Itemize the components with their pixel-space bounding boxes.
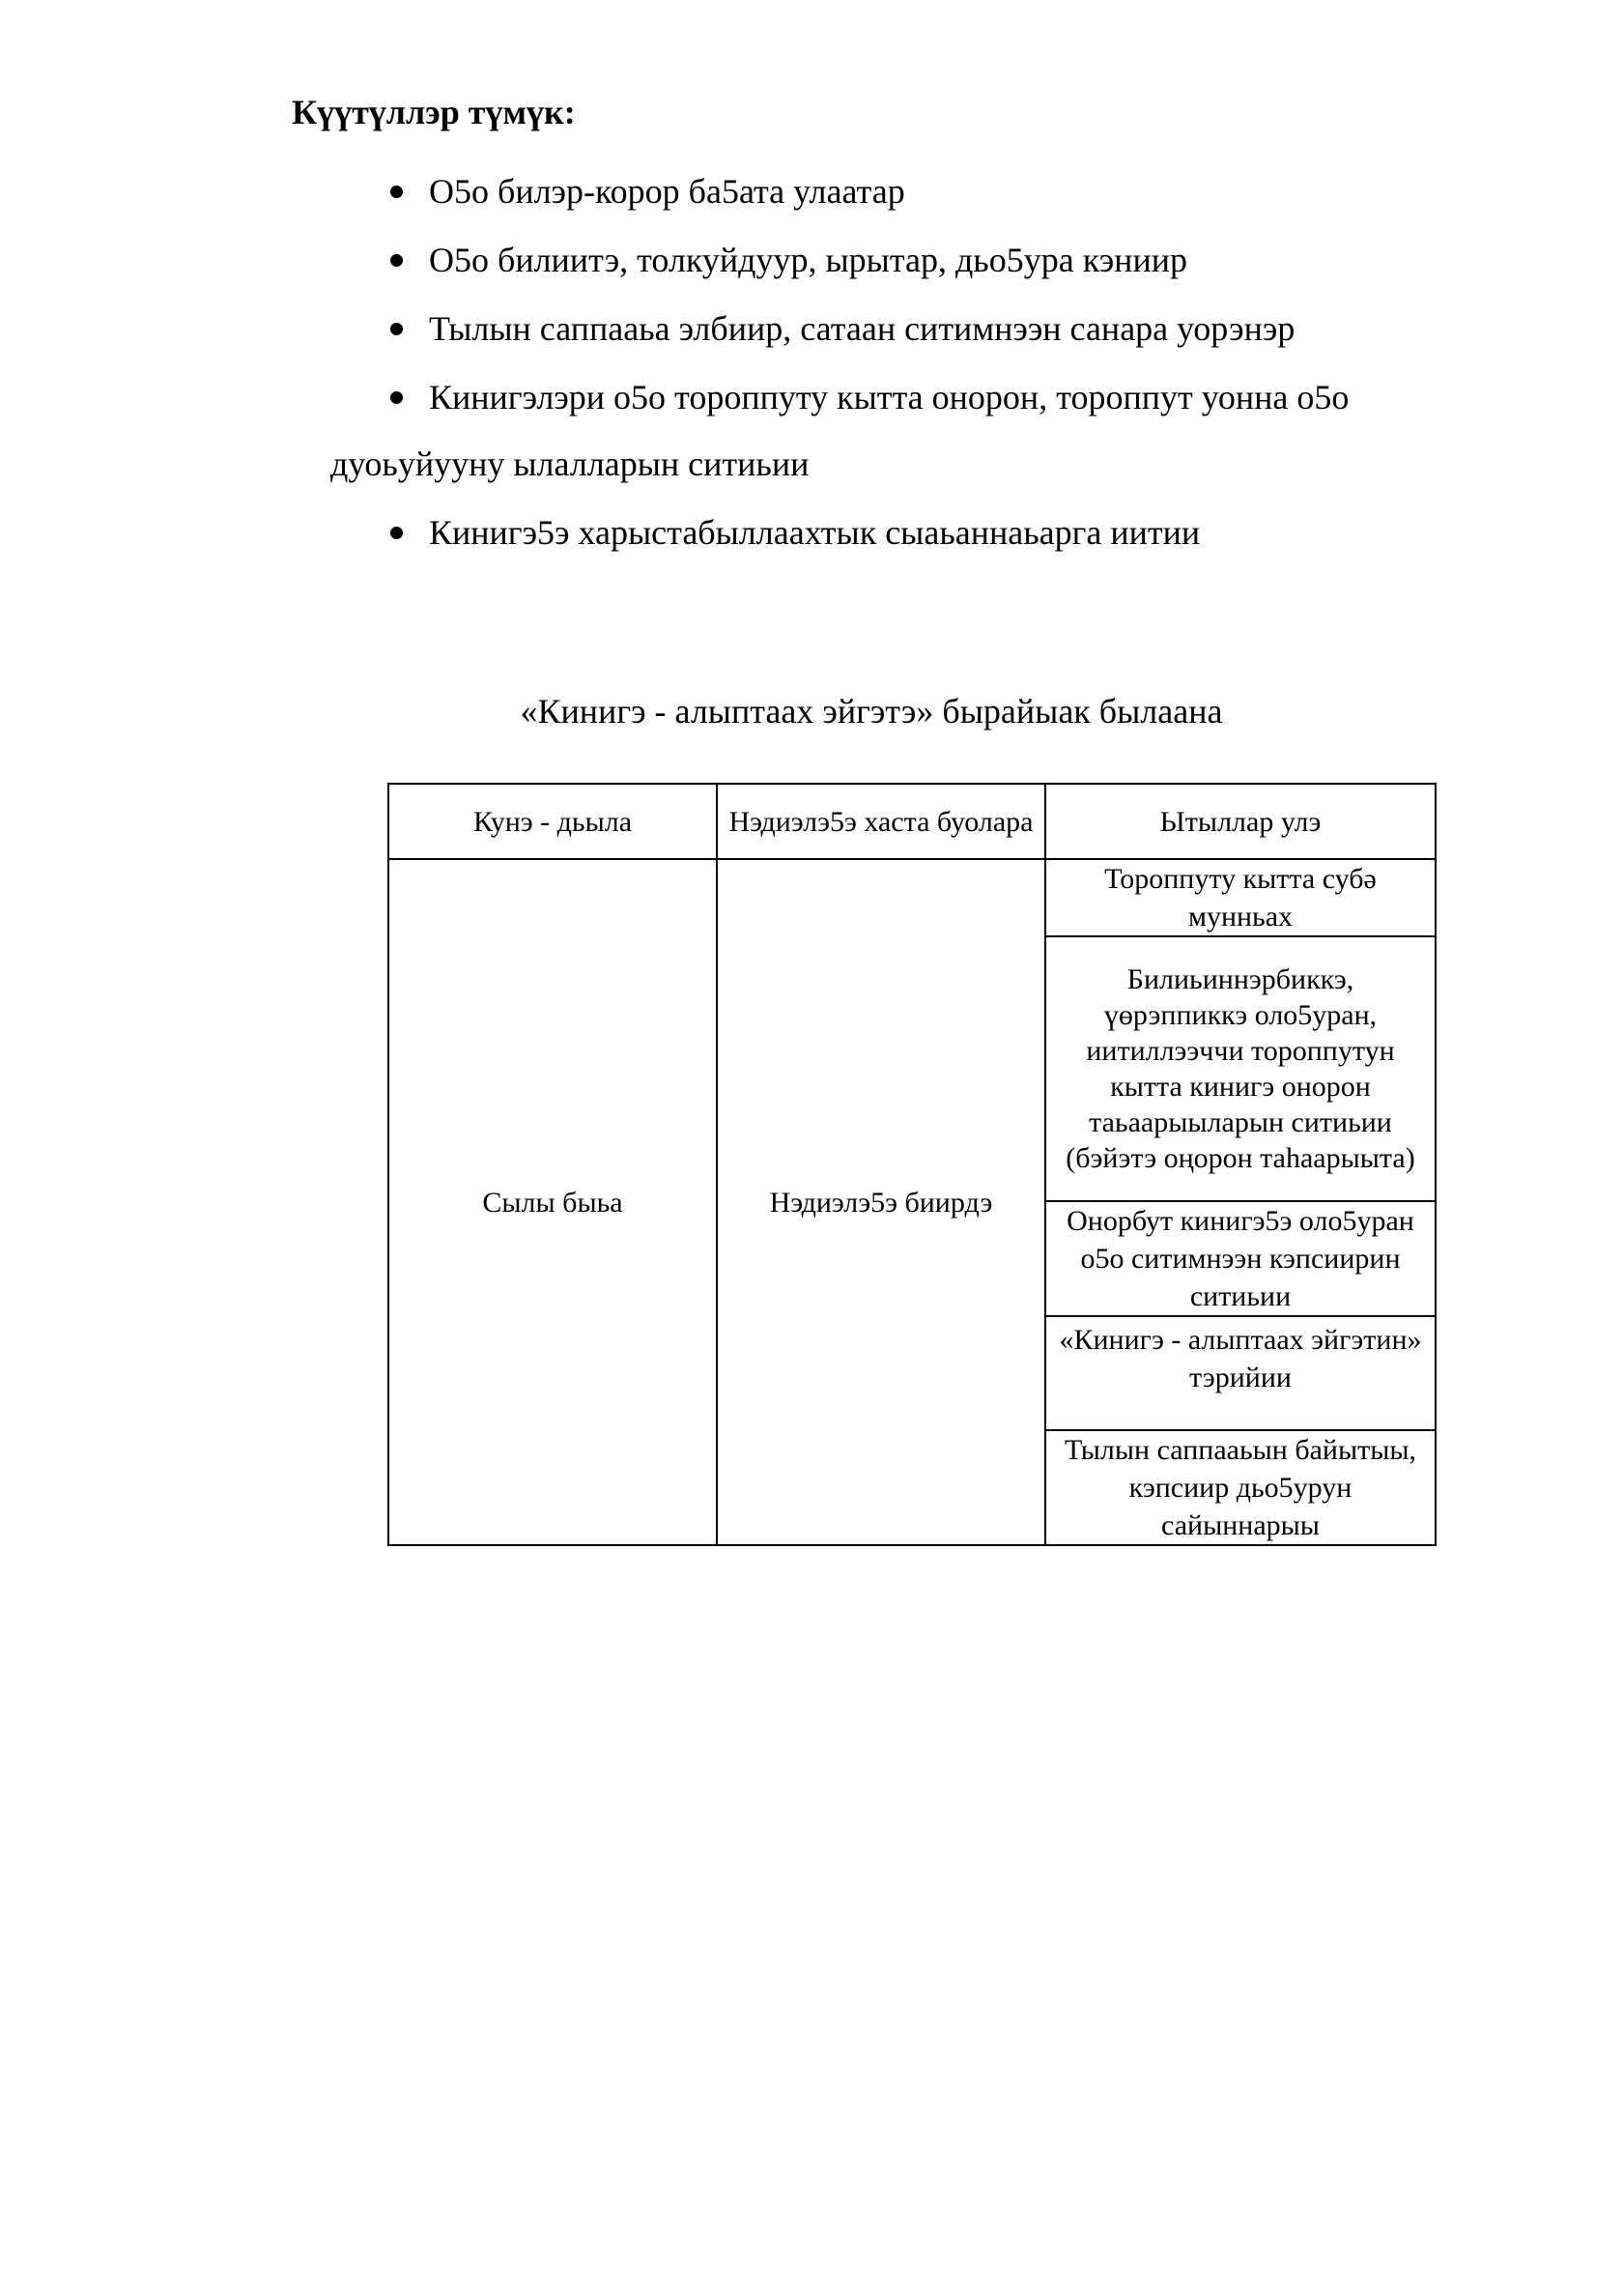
table-header-row [388, 784, 1436, 859]
table-row [388, 859, 1436, 936]
table-caption: «Кинигэ - алыптаах эйгэтэ» бырайыак былаана [520, 692, 1223, 731]
project-plan-table [387, 783, 1437, 1546]
bullet-icon [390, 254, 403, 267]
bullet-icon [390, 186, 403, 198]
activity-cell: «Кинигэ - алыптаах эйгэтин» тэрийии [1045, 1316, 1436, 1430]
bullet-item-3: Тылын саппааьа элбиир, сатаан ситимнээн санара уорэнэр [429, 309, 1296, 348]
frequency-cell: Нэдиэлэ5э биирдэ [717, 859, 1045, 1545]
bullet-item-4-continuation: дуоьуйууну ылалларын ситиьии [330, 445, 810, 483]
bullet-icon [390, 527, 403, 539]
bullet-icon [390, 391, 403, 404]
header-cell-frequency: Нэдиэлэ5э хаста буолара [717, 784, 1045, 859]
bullet-item-5: Кинигэ5э харыстабыллаахтык сыаьаннаьарга иитии [429, 513, 1201, 552]
bullet-item-1: О5о билэр-корор ба5ата улаатар [429, 172, 905, 211]
activity-cell: Билиьиннэрбиккэ, үөрэппиккэ оло5уран, иитиллээччи тороппутун кытта кинигэ онорон таьаарыыларын ситиьии (бэйэтэ оңорон таһаарыыта) [1045, 936, 1436, 1201]
activity-cell: Онорбут кинигэ5э оло5уран о5о ситимнээн кэпсиирин ситиьии [1045, 1201, 1436, 1316]
header-cell-period: Кунэ - дьыла [388, 784, 717, 859]
project-plan-table-wrap [387, 783, 1435, 1544]
bullet-item-4: Кинигэлэри о5о тороппуту кытта онорон, тороппут уонна о5о [429, 378, 1350, 416]
activity-cell: Тылын саппааьын байытыы, кэпсиир дьо5урун сайыннарыы [1045, 1430, 1436, 1545]
bullet-icon [390, 323, 403, 335]
header-cell-activities: Ытыллар улэ [1045, 784, 1436, 859]
page-heading: Күүтүллэр түмүк: [292, 93, 576, 131]
bullet-item-2: О5о билиитэ, толкуйдуур, ырытар, дьо5ура кэниир [429, 241, 1187, 279]
period-cell: Сылы быьа [388, 859, 717, 1545]
activity-cell: Тороппуту кытта субə мунньах [1045, 859, 1436, 936]
